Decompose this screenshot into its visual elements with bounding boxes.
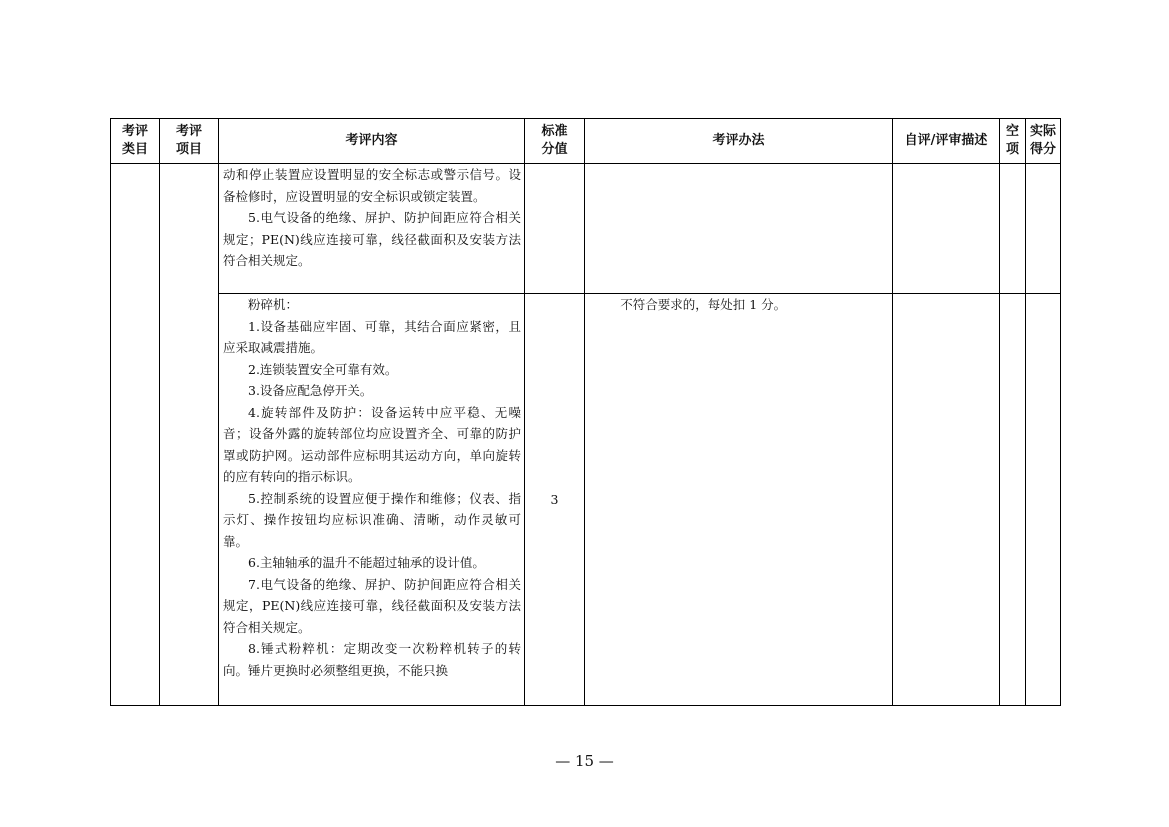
content-paragraph: 粉碎机： [248, 297, 299, 312]
method-cell [585, 294, 893, 706]
content-paragraph: 3.设备应配急停开关。 [248, 383, 373, 398]
header-category: 考评 类目 [111, 119, 160, 164]
content-paragraph: 4.旋转部件及防护：设备运转中应平稳、无噪音；设备外露的旋转部位均应设置齐全、可靠的防护罩或防护网。运动部件应标明其运动方向，单向旋转的应有转向的指示标识。 [223, 404, 521, 484]
content-paragraph: 5.控制系统的设置应便于操作和维修；仪表、指示灯、操作按钮均应标识准确、清晰，动作灵敏可靠。 [223, 490, 521, 549]
content-cell [219, 164, 525, 294]
content-paragraph: 6.主轴轴承的温升不能超过轴承的设计值。 [248, 555, 485, 570]
evaluation-table [110, 118, 1061, 706]
method-text: 不符合要求的，每处扣 1 分。 [620, 297, 787, 312]
header-self-evaluation: 自评/评审描述 [893, 119, 1000, 164]
header-blank-item: 空 项 [1000, 119, 1026, 164]
actual-score-cell [1026, 164, 1061, 294]
table-header-row [111, 119, 1061, 164]
score-cell: 3 [525, 294, 585, 706]
score-cell [525, 164, 585, 294]
content-paragraph: 5.电气设备的绝缘、屏护、防护间距应符合相关规定；PE(N)线应连接可靠，线径截面积及安装方法符合相关规定。 [223, 210, 521, 268]
self-evaluation-cell [893, 164, 1000, 294]
header-content: 考评内容 [219, 119, 525, 164]
blank-item-cell [1000, 294, 1026, 706]
page-number: — 15 — [555, 752, 614, 770]
content-paragraph: 1.设备基础应牢固、可靠，其结合面应紧密，且应采取减震措施。 [223, 318, 521, 355]
actual-score-cell [1026, 294, 1061, 706]
header-actual-score: 实际 得分 [1026, 119, 1061, 164]
content-paragraph: 2.连锁装置安全可靠有效。 [248, 361, 398, 377]
header-standard-score: 标准 分值 [525, 119, 585, 164]
content-paragraph: 动和停止装置应设置明显的安全标志或警示信号。设备检修时，应设置明显的安全标识或锁定装置。 [223, 167, 521, 204]
table-row [111, 294, 1061, 706]
header-item: 考评 项目 [160, 119, 219, 164]
method-cell [585, 164, 893, 294]
content-paragraph: 7.电气设备的绝缘、屏护、防护间距应符合相关规定，PE(N)线应连接可靠，线径截面积及安装方法符合相关规定。 [223, 576, 521, 635]
content-paragraph: 8.锤式粉粹机：定期改变一次粉粹机转子的转向。锤片更换时必须整组更换，不能只换 [223, 641, 521, 678]
item-cell [160, 164, 219, 706]
self-evaluation-cell [893, 294, 1000, 706]
blank-item-cell [1000, 164, 1026, 294]
content-cell [219, 294, 525, 706]
header-method: 考评办法 [585, 119, 893, 164]
table-row [111, 164, 1061, 294]
category-cell [111, 164, 160, 706]
